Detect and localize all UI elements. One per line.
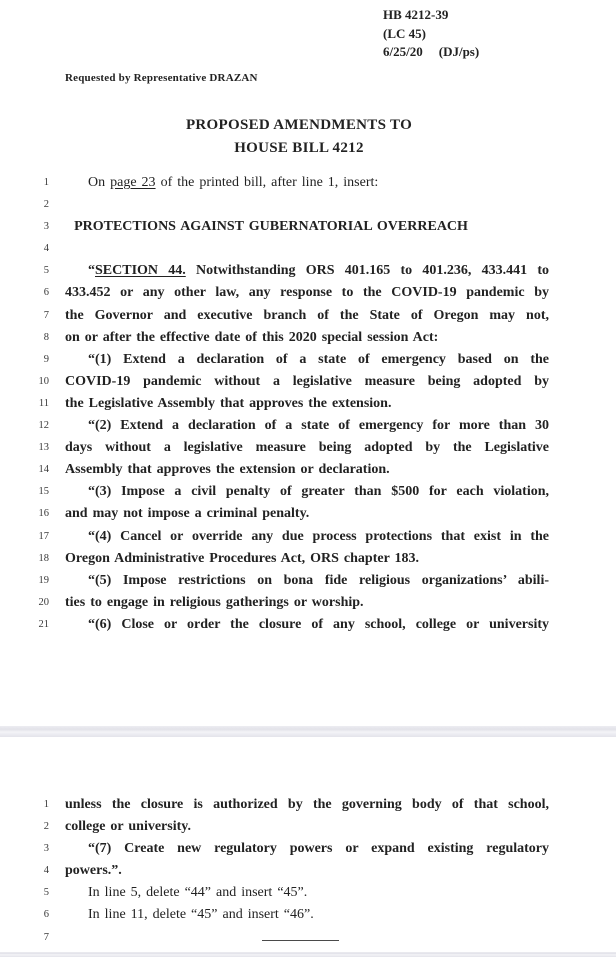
line-number: 2 [43,821,49,833]
line-number: 3 [43,221,49,233]
line-text-post: Notwithstanding ORS 401.165 to 401.236, 433.441 to [185,263,549,279]
line-number: 17 [38,530,49,542]
line-text: the Governor and executive branch of the State of Oregon may not, [65,307,549,323]
date-drafter-line [383,43,479,62]
line-row-1 [0,172,616,194]
line-number: 20 [38,596,49,608]
line-number: 12 [38,420,49,432]
line-text [65,238,549,260]
line-row-4 [0,238,616,260]
line-number: 8 [43,331,49,343]
line-text: the Legislative Assembly that approves the extension. [65,395,392,411]
line-text: In line 11, delete “45” and insert “46”. [88,907,314,923]
end-of-amendment-rule [262,940,339,942]
document-date: 6/25/20 [383,44,423,59]
line-row-6 [0,282,616,304]
line-row-1 [0,794,616,816]
line-number: 14 [38,464,49,476]
underlined-text: page 23 [110,175,156,190]
line-number: 1 [43,177,49,188]
line-row-8 [0,327,616,349]
line-text: Oregon Administrative Procedures Act, ORS chapter 183. [65,550,420,566]
line-number: 4 [43,243,49,255]
line-number: 18 [38,552,49,564]
line-number: 6 [43,287,49,299]
line-text: college or university. [65,819,191,835]
title-line-2: HOUSE BILL 4212 [234,140,364,156]
line-text: 433.452 or any other law, any response to the COVID-19 pandemic by [65,285,549,301]
line-number: 16 [38,508,49,520]
line-text [65,172,549,194]
line-row-9 [0,349,616,371]
line-row-16 [0,503,616,525]
line-number: 21 [38,618,49,630]
page-bottom-edge [0,952,616,957]
page-break-gap [0,726,616,737]
line-number: 6 [43,909,49,921]
line-row-5 [0,260,616,282]
line-number: 19 [38,574,49,586]
line-number: 2 [43,199,49,211]
line-row-4 [0,860,616,882]
line-text: ties to engage in religious gatherings or worship. [65,594,364,610]
line-row-2 [0,194,616,216]
underlined-text: SECTION 44. [95,263,186,279]
line-text: Assembly that approves the extension or declaration. [65,462,390,478]
line-row-14 [0,459,616,481]
line-row-7 [0,927,616,949]
line-row-18 [0,548,616,570]
document-header [383,6,479,62]
line-text: COVID-19 pandemic without a legislative measure being adopted by [65,373,549,389]
line-text: In line 5, delete “44” and insert “45”. [88,885,308,901]
line-text: “(3) Impose a civil penalty of greater than $500 for each violation, [88,484,549,500]
line-row-10 [0,371,616,393]
requested-by-line: Requested by Representative DRAZAN [65,72,258,84]
line-row-3 [0,216,616,238]
line-number: 3 [43,843,49,855]
line-row-7 [0,305,616,327]
line-number: 10 [38,375,49,387]
line-text: “(7) Create new regulatory powers or expand existing regulatory [88,841,549,857]
line-row-17 [0,526,616,548]
line-text: “(1) Extend a declaration of a state of emergency based on the [88,351,549,367]
line-number: 4 [43,865,49,877]
line-text-pre: “ [88,263,95,279]
line-row-5 [0,882,616,904]
line-text-pre: On [88,175,111,190]
line-text: “(6) Close or order the closure of any school, college or university [88,616,549,632]
title-line-1: PROPOSED AMENDMENTS TO [185,117,413,133]
line-text-post: of the printed bill, after line 1, insert: [155,175,379,190]
line-text: days without a legislative measure being adopted by the Legislative [65,440,549,456]
line-number: 5 [43,887,49,899]
line-number: 5 [43,265,49,277]
line-row-13 [0,437,616,459]
line-text [65,260,549,282]
page1-body [0,172,616,636]
line-row-2 [0,816,616,838]
line-text: “(2) Extend a declaration of a state of emergency for more than 30 [88,418,549,434]
line-text: unless the closure is authorized by the governing body of that school, [65,797,549,812]
line-text [65,927,549,949]
bill-number: HB 4212-39 [383,7,449,22]
section-heading: PROTECTIONS AGAINST GUBERNATORIAL OVERREACH [74,219,468,235]
line-row-15 [0,481,616,503]
line-number: 13 [38,442,49,454]
document-title [57,114,541,160]
line-row-6 [0,904,616,926]
line-number: 7 [43,931,49,943]
line-row-20 [0,592,616,614]
line-text [65,194,549,216]
lc-number: (LC 45) [383,25,426,41]
line-row-19 [0,570,616,592]
line-text: and may not impose a criminal penalty. [65,506,310,522]
drafter-initials: (DJ/ps) [438,44,480,59]
line-text: on or after the effective date of this 2020 special session Act: [65,329,439,345]
line-number: 15 [38,486,49,498]
line-number: 9 [43,353,49,365]
line-number: 11 [38,397,49,409]
line-text: “(5) Impose restrictions on bona fide religious organizations’ abili- [88,572,549,588]
line-text: “(4) Cancel or override any due process protections that exist in the [88,528,549,544]
line-number: 7 [43,309,49,321]
line-row-3 [0,838,616,860]
line-row-12 [0,415,616,437]
line-row-11 [0,393,616,415]
line-row-21 [0,614,616,636]
page2-body [0,794,616,949]
line-text: powers.”. [65,863,122,879]
line-number: 1 [43,799,49,810]
